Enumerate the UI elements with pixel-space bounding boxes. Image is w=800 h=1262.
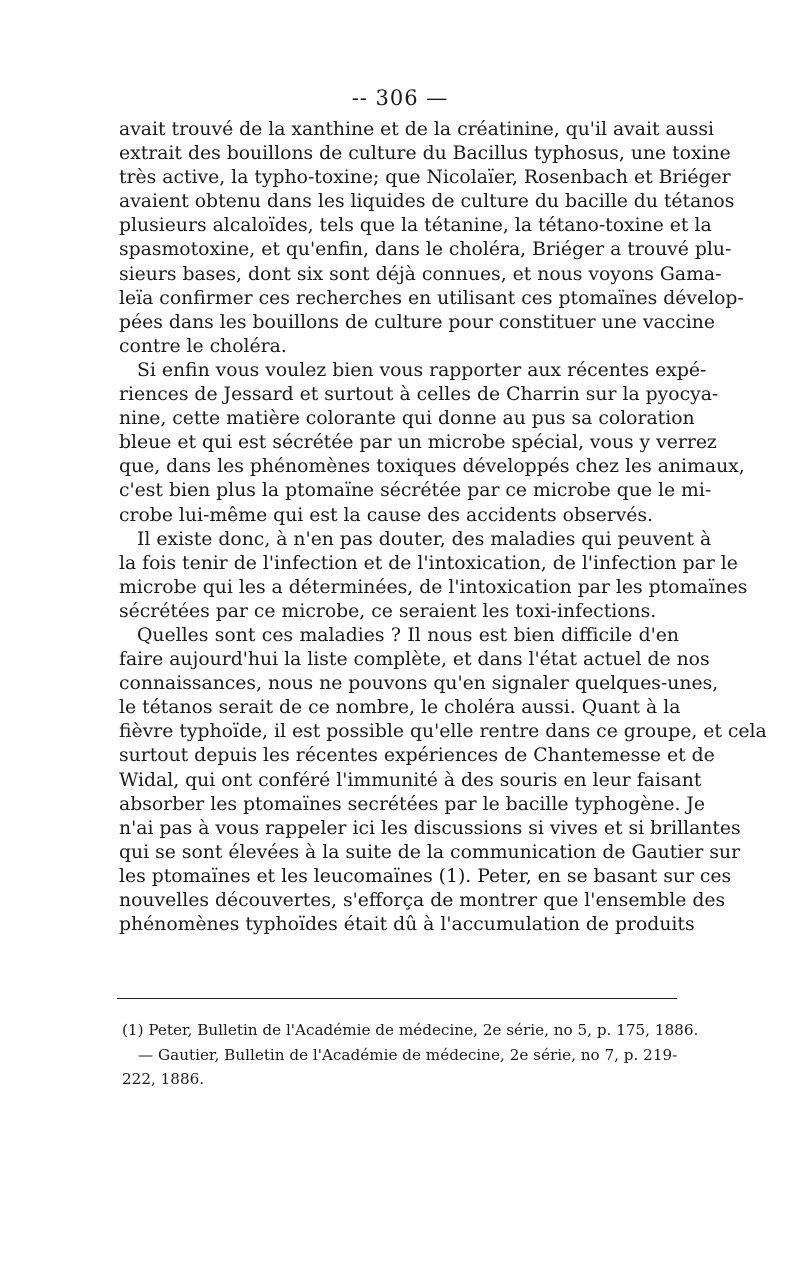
text-line: spasmotoxine, et qu'enfin, dans le choléra, Briéger a trouvé plu- xyxy=(119,239,732,261)
text-line: très active, la typho-toxine; que Nicolaïer, Rosenbach et Briéger xyxy=(119,167,731,189)
text-line: contre le choléra. xyxy=(119,335,287,357)
text-line: que, dans les phénomènes toxiques développés chez les animaux, xyxy=(119,456,745,478)
text-line: nouvelles découvertes, s'efforça de montrer que l'ensemble des xyxy=(119,890,726,911)
body-text xyxy=(119,118,767,937)
text-line: surtout depuis les récentes expériences de Chantemesse et de xyxy=(119,745,715,767)
text-line: Si enfin vous voulez bien vous rapporter aux récentes expé- xyxy=(137,359,707,381)
footnote-line: 222, 1886. xyxy=(122,1070,205,1088)
text-line: Quelles sont ces maladies ? Il nous est bien difficile d'en xyxy=(137,624,679,646)
text-line: sieurs bases, dont six sont déjà connues, et nous voyons Gama- xyxy=(119,263,722,285)
text-line: riences de Jessard et surtout à celles de Charrin sur la pyocya- xyxy=(119,384,719,406)
text-line: plusieurs alcaloïdes, tels que la tétanine, la tétano-toxine et la xyxy=(119,215,712,237)
text-line: la fois tenir de l'infection et de l'intoxication, de l'infection par le xyxy=(119,552,738,574)
text-line: qui se sont élevées à la suite de la communication de Gautier sur xyxy=(119,841,741,863)
text-line: phénomènes typhoïdes était dû à l'accumulation de produits xyxy=(119,914,695,936)
text-line: c'est bien plus la ptomaïne sécrétée par ce microbe que le mi- xyxy=(119,480,712,502)
text-line: absorber les ptomaïnes secrétées par le bacille typhogène. Je xyxy=(119,793,706,815)
text-line: extrait des bouillons de culture du Bacillus typhosus, une toxine xyxy=(119,143,731,165)
text-line: n'ai pas à vous rappeler ici les discussions si vives et si brillantes xyxy=(119,817,741,839)
text-line: faire aujourd'hui la liste complète, et dans l'état actuel de nos xyxy=(119,649,710,671)
text-line: leïa confirmer ces recherches en utilisant ces ptomaïnes dévelop- xyxy=(119,287,744,309)
page-number: -- 306 — xyxy=(351,86,449,110)
text-line: crobe lui-même qui est la cause des accidents observés. xyxy=(119,504,654,526)
footnote-line: (1) Peter, Bulletin de l'Académie de médecine, 2e série, no 5, p. 175, 1886. xyxy=(122,1021,699,1039)
text-line: microbe qui les a déterminées, de l'intoxication par les ptomaïnes xyxy=(119,576,748,598)
footnote-divider xyxy=(117,998,677,999)
text-line: sécrétées par ce microbe, ce seraient les toxi-infections. xyxy=(119,600,657,622)
text-line: connaissances, nous ne pouvons qu'en signaler quelques-unes, xyxy=(119,673,719,695)
footnotes xyxy=(122,1018,699,1092)
text-line: Widal, qui ont conféré l'immunité à des souris en leur faisant xyxy=(119,769,702,791)
text-line: avait trouvé de la xanthine et de la créatinine, qu'il avait aussi xyxy=(119,119,715,140)
text-line: fièvre typhoïde, il est possible qu'elle rentre dans ce groupe, et cela xyxy=(119,721,767,743)
text-line: nine, cette matière colorante qui donne au pus sa coloration xyxy=(119,408,695,430)
text-line: bleue et qui est sécrétée par un microbe spécial, vous y verrez xyxy=(119,432,717,454)
text-line: les ptomaïnes et les leucomaïnes (1). Peter, en se basant sur ces xyxy=(119,865,732,887)
text-line: avaient obtenu dans les liquides de culture du bacille du tétanos xyxy=(119,191,735,213)
footnote-line: — Gautier, Bulletin de l'Académie de médecine, 2e série, no 7, p. 219- xyxy=(138,1045,678,1064)
text-line: le tétanos serait de ce nombre, le choléra aussi. Quant à la xyxy=(119,697,681,719)
text-line: Il existe donc, à n'en pas douter, des maladies qui peuvent à xyxy=(137,528,712,550)
text-line: pées dans les bouillons de culture pour constituer une vaccine xyxy=(119,311,715,333)
